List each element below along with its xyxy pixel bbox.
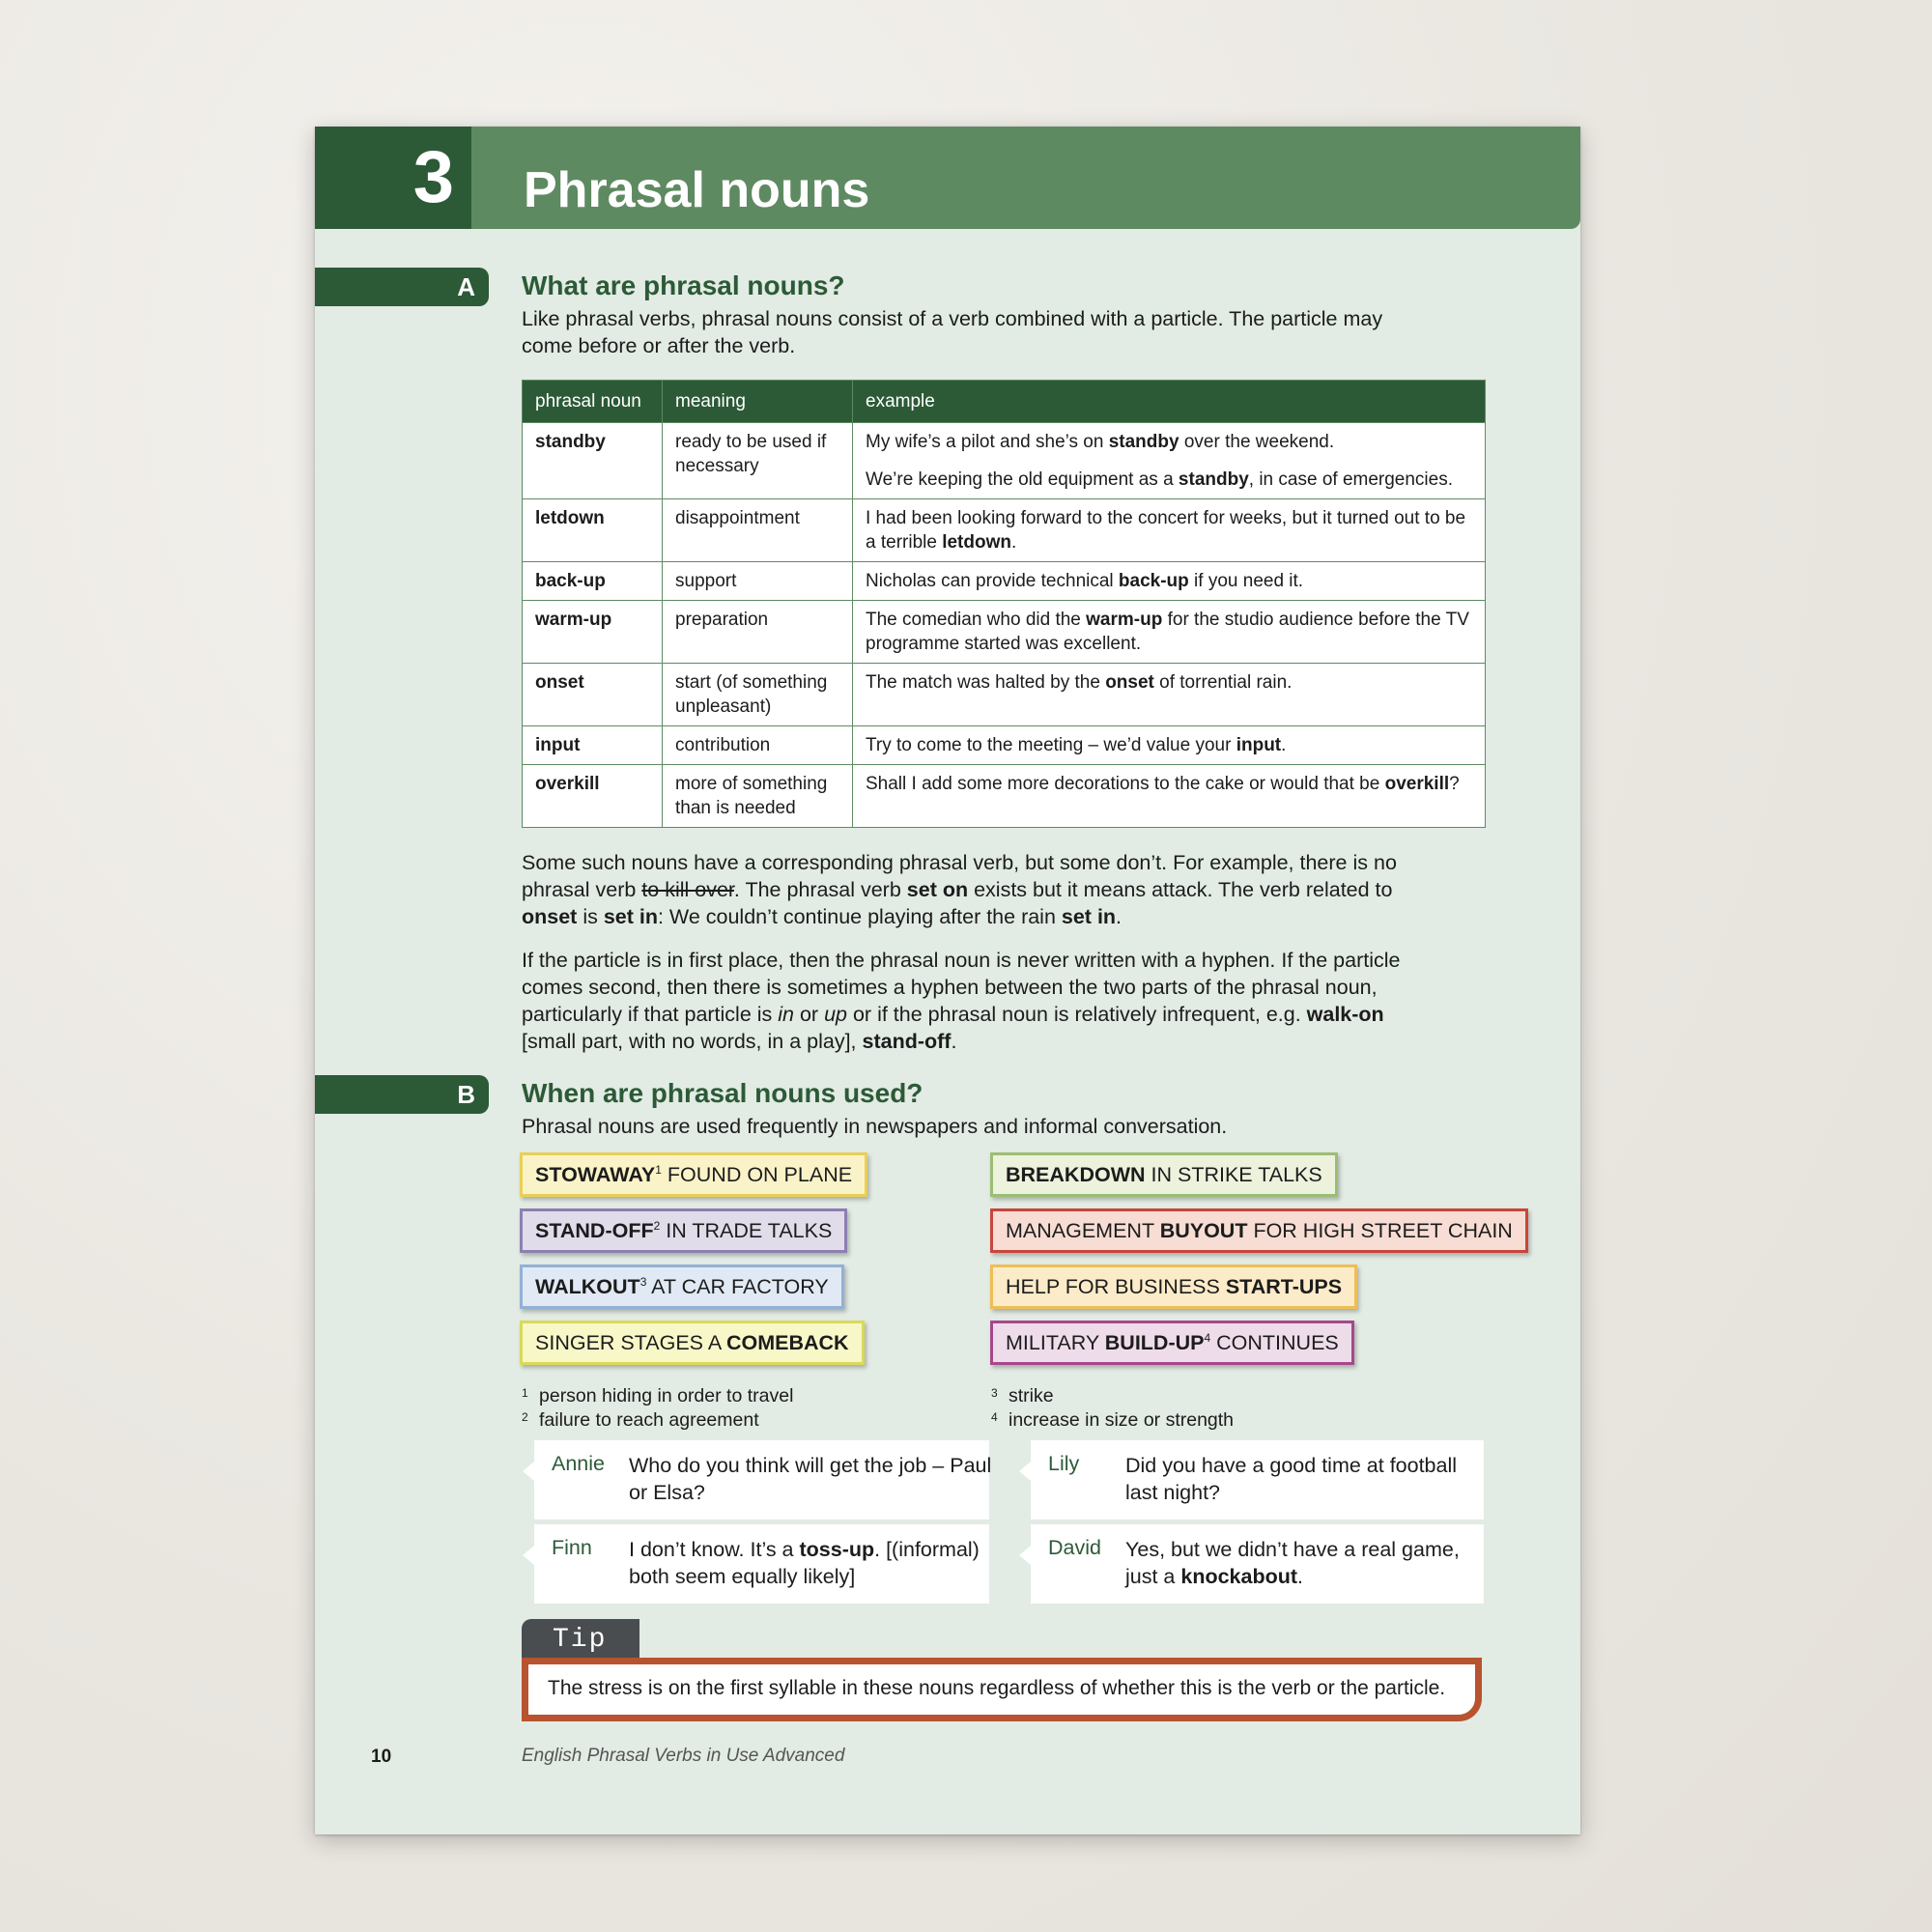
example-sentence <box>866 430 1472 454</box>
table-row <box>523 601 1486 664</box>
example-text: My wife’s a pilot and she’s on <box>866 432 1109 452</box>
phrasal-noun-cell: input <box>523 726 663 765</box>
dialogue-bubble <box>1031 1524 1484 1604</box>
dialogue-text <box>629 1536 996 1590</box>
headline-box <box>520 1152 867 1197</box>
example-text: We’re keeping the old equipment as a <box>866 469 1179 490</box>
footnote <box>522 1384 793 1408</box>
paragraph-text: is <box>577 905 604 928</box>
paragraph-text: in <box>778 1003 794 1026</box>
footnote-text: failure to reach agreement <box>539 1409 759 1431</box>
footnote <box>522 1408 759 1433</box>
dialogue-run: Who do you think will get the job – Paul or Elsa? <box>629 1454 992 1504</box>
headline-box <box>990 1152 1338 1197</box>
paragraph-text: up <box>824 1003 847 1026</box>
paragraph-text: . The phrasal verb <box>733 878 907 901</box>
section-b-intro: Phrasal nouns are used frequently in newspapers and informal conversation. <box>522 1115 1228 1138</box>
example-text: Shall I add some more decorations to the cake or would that be <box>866 774 1385 794</box>
section-a-paragraph-2 <box>522 947 1430 1055</box>
headline-text: FOR HIGH STREET CHAIN <box>1247 1219 1513 1242</box>
dialogue-run: I don’t know. It’s a <box>629 1538 800 1561</box>
speaker-name: Lily <box>1048 1452 1080 1475</box>
phrasal-noun-cell: overkill <box>523 765 663 828</box>
table-row <box>523 499 1486 562</box>
paragraph-text: onset <box>522 905 578 928</box>
meaning-cell: disappointment <box>663 499 853 562</box>
column-header: phrasal noun <box>523 381 663 423</box>
column-header: example <box>853 381 1486 423</box>
example-text: if you need it. <box>1188 571 1304 591</box>
example-text: ? <box>1449 774 1460 794</box>
table-body <box>523 423 1486 828</box>
meaning-cell: start (of something unpleasant) <box>663 664 853 726</box>
headline-text: COMEBACK <box>725 1331 849 1354</box>
headline-text: 1 <box>655 1162 662 1177</box>
paragraph-text: set in <box>1061 905 1117 928</box>
footnote-number: 4 <box>991 1410 998 1424</box>
headline-text: BUYOUT <box>1159 1219 1248 1242</box>
section-a-heading: What are phrasal nouns? <box>522 270 845 300</box>
headline-text: 3 <box>639 1274 647 1289</box>
example-text: back-up <box>1118 571 1189 591</box>
headline-text: IN TRADE TALKS <box>660 1219 833 1242</box>
phrasal-noun-cell: warm-up <box>523 601 663 664</box>
footnote-text: strike <box>1009 1385 1054 1406</box>
footnote-number: 2 <box>522 1410 528 1424</box>
dialogue-run: knockabout <box>1180 1565 1298 1588</box>
phrasal-noun-cell: onset <box>523 664 663 726</box>
table-row <box>523 664 1486 726</box>
phrasal-noun-cell: back-up <box>523 562 663 601</box>
example-cell <box>853 765 1486 828</box>
dialogue-run: Yes, but we didn’t have a real game, just a <box>1125 1538 1460 1588</box>
example-text: I had been looking forward to the concert for weeks, but it turned out to be a terrible <box>866 508 1466 553</box>
example-text: standby <box>1108 432 1179 452</box>
example-sentence <box>866 670 1472 695</box>
table-row <box>523 562 1486 601</box>
example-text: over the weekend. <box>1179 432 1335 452</box>
example-text: letdown <box>942 532 1011 553</box>
dialogue-bubble <box>534 1524 989 1604</box>
paragraph-text: [small part, with no words, in a play], <box>522 1030 863 1053</box>
example-text: The match was halted by the <box>866 672 1106 693</box>
example-sentence <box>866 569 1472 593</box>
headline-box <box>990 1264 1357 1309</box>
meaning-cell: ready to be used if necessary <box>663 423 853 499</box>
page-number: 10 <box>371 1747 392 1767</box>
dialogue-bubble <box>534 1440 992 1520</box>
footnote-text: person hiding in order to travel <box>539 1385 794 1406</box>
headline-text: MANAGEMENT <box>1006 1219 1160 1242</box>
headline-text: 4 <box>1204 1330 1211 1345</box>
paragraph-text: : We couldn’t continue playing after the rain <box>657 905 1062 928</box>
headline-box <box>990 1208 1528 1253</box>
headline-text: FOUND ON PLANE <box>661 1163 853 1186</box>
example-cell <box>853 664 1486 726</box>
paragraph-text: If the particle is in first place, then the phrasal noun is never written with a hyphen. If the particle comes second, then there is sometimes a hyphen between the two parts of the phrasal noun, particularly if that particle is <box>522 949 1401 1026</box>
table-header-row <box>523 381 1486 423</box>
phrasal-noun-cell: letdown <box>523 499 663 562</box>
footnote-number: 1 <box>522 1386 528 1400</box>
paragraph-text: to kill over <box>641 878 734 901</box>
book-title: English Phrasal Verbs in Use Advanced <box>522 1746 845 1766</box>
section-a-intro: Like phrasal verbs, phrasal nouns consist of a verb combined with a particle. The particle may come before or after the verb. <box>522 307 1383 357</box>
speaker-name: David <box>1048 1536 1101 1559</box>
example-cell <box>853 499 1486 562</box>
example-sentence <box>866 468 1472 492</box>
example-text: standby <box>1178 469 1249 490</box>
headline-box <box>990 1321 1354 1365</box>
meaning-cell: more of something than is needed <box>663 765 853 828</box>
section-b-tab: B <box>315 1075 489 1114</box>
paragraph-text: . <box>1116 905 1122 928</box>
example-text: . <box>1281 735 1287 755</box>
example-text: warm-up <box>1086 610 1163 630</box>
example-sentence <box>866 772 1472 796</box>
headline-text: START-UPS <box>1225 1275 1343 1298</box>
meaning-cell: contribution <box>663 726 853 765</box>
footnote <box>991 1408 1234 1433</box>
example-text: overkill <box>1384 774 1450 794</box>
meaning-cell: preparation <box>663 601 853 664</box>
meaning-cell: support <box>663 562 853 601</box>
headline-text: 2 <box>653 1218 661 1233</box>
paragraph-text: set in <box>603 905 658 928</box>
footnote-text: increase in size or strength <box>1009 1409 1235 1431</box>
headline-text: CONTINUES <box>1210 1331 1339 1354</box>
paragraph-text: set on <box>906 878 969 901</box>
dialogue-run: Did you have a good time at football last night? <box>1125 1454 1458 1504</box>
headline-text: WALKOUT <box>535 1275 640 1298</box>
dialogue-text <box>629 1452 996 1506</box>
headline-text: IN STRIKE TALKS <box>1145 1163 1322 1186</box>
paragraph-text: walk-on <box>1306 1003 1384 1026</box>
dialogue-bubble <box>1031 1440 1484 1520</box>
headline-text: MILITARY <box>1006 1331 1105 1354</box>
headline-text: STOWAWAY <box>535 1163 656 1186</box>
phrasal-noun-table <box>522 380 1486 828</box>
unit-number: 3 <box>315 127 471 229</box>
example-sentence <box>866 733 1472 757</box>
tip-box: The stress is on the first syllable in these nouns regardless of whether this is the verb or the particle. <box>522 1658 1482 1721</box>
unit-title: Phrasal nouns <box>524 162 870 218</box>
section-b-heading: When are phrasal nouns used? <box>522 1078 923 1108</box>
example-text: input <box>1236 735 1282 755</box>
headline-box <box>520 1321 865 1365</box>
headline-text: SINGER STAGES A <box>535 1331 726 1354</box>
speaker-name: Finn <box>552 1536 592 1559</box>
paragraph-text: . <box>951 1030 957 1053</box>
example-text: The comedian who did the <box>866 610 1087 630</box>
example-cell <box>853 726 1486 765</box>
dialogue-run: . [(informal) both seem equally likely] <box>629 1538 980 1588</box>
headline-text: HELP FOR BUSINESS <box>1006 1275 1226 1298</box>
example-text: , in case of emergencies. <box>1248 469 1453 490</box>
example-text: Nicholas can provide technical <box>866 571 1119 591</box>
paragraph-text: or if the phrasal noun is relatively infrequent, e.g. <box>847 1003 1307 1026</box>
example-sentence <box>866 608 1472 656</box>
tip-label: Tip <box>522 1619 639 1661</box>
speaker-name: Annie <box>552 1452 605 1475</box>
example-cell <box>853 601 1486 664</box>
paragraph-text: exists but it means attack. The verb related to <box>968 878 1393 901</box>
example-text: onset <box>1105 672 1154 693</box>
example-text: Try to come to the meeting – we’d value your <box>866 735 1236 755</box>
dialogue-run: toss-up <box>799 1538 875 1561</box>
phrasal-noun-cell: standby <box>523 423 663 499</box>
dialogue-text <box>1125 1536 1492 1590</box>
table-row <box>523 423 1486 499</box>
footnote-number: 3 <box>991 1386 998 1400</box>
paragraph-text: Some such nouns have a corresponding phrasal verb, but some don’t. For example, there is no phrasal verb <box>522 851 1397 901</box>
table-row <box>523 765 1486 828</box>
example-cell <box>853 423 1486 499</box>
book-page <box>315 127 1580 1834</box>
headline-box <box>520 1208 847 1253</box>
table-row <box>523 726 1486 765</box>
example-text: of torrential rain. <box>1153 672 1293 693</box>
headline-text: BREAKDOWN <box>1006 1163 1146 1186</box>
dialogue-text <box>1125 1452 1492 1506</box>
paragraph-text: stand-off <box>862 1030 952 1053</box>
example-text: . <box>1010 532 1017 553</box>
dialogue-run: . <box>1297 1565 1304 1588</box>
column-header: meaning <box>663 381 853 423</box>
example-text: for the studio audience before the TV programme started was excellent. <box>866 610 1469 654</box>
section-a-paragraph-1 <box>522 849 1430 930</box>
headline-text: AT CAR FACTORY <box>646 1275 829 1298</box>
example-cell <box>853 562 1486 601</box>
paragraph-text: or <box>794 1003 825 1026</box>
headline-text: STAND-OFF <box>535 1219 654 1242</box>
example-sentence <box>866 506 1472 554</box>
headline-box <box>520 1264 844 1309</box>
section-a-tab: A <box>315 268 489 306</box>
headline-text: BUILD-UP <box>1104 1331 1205 1354</box>
